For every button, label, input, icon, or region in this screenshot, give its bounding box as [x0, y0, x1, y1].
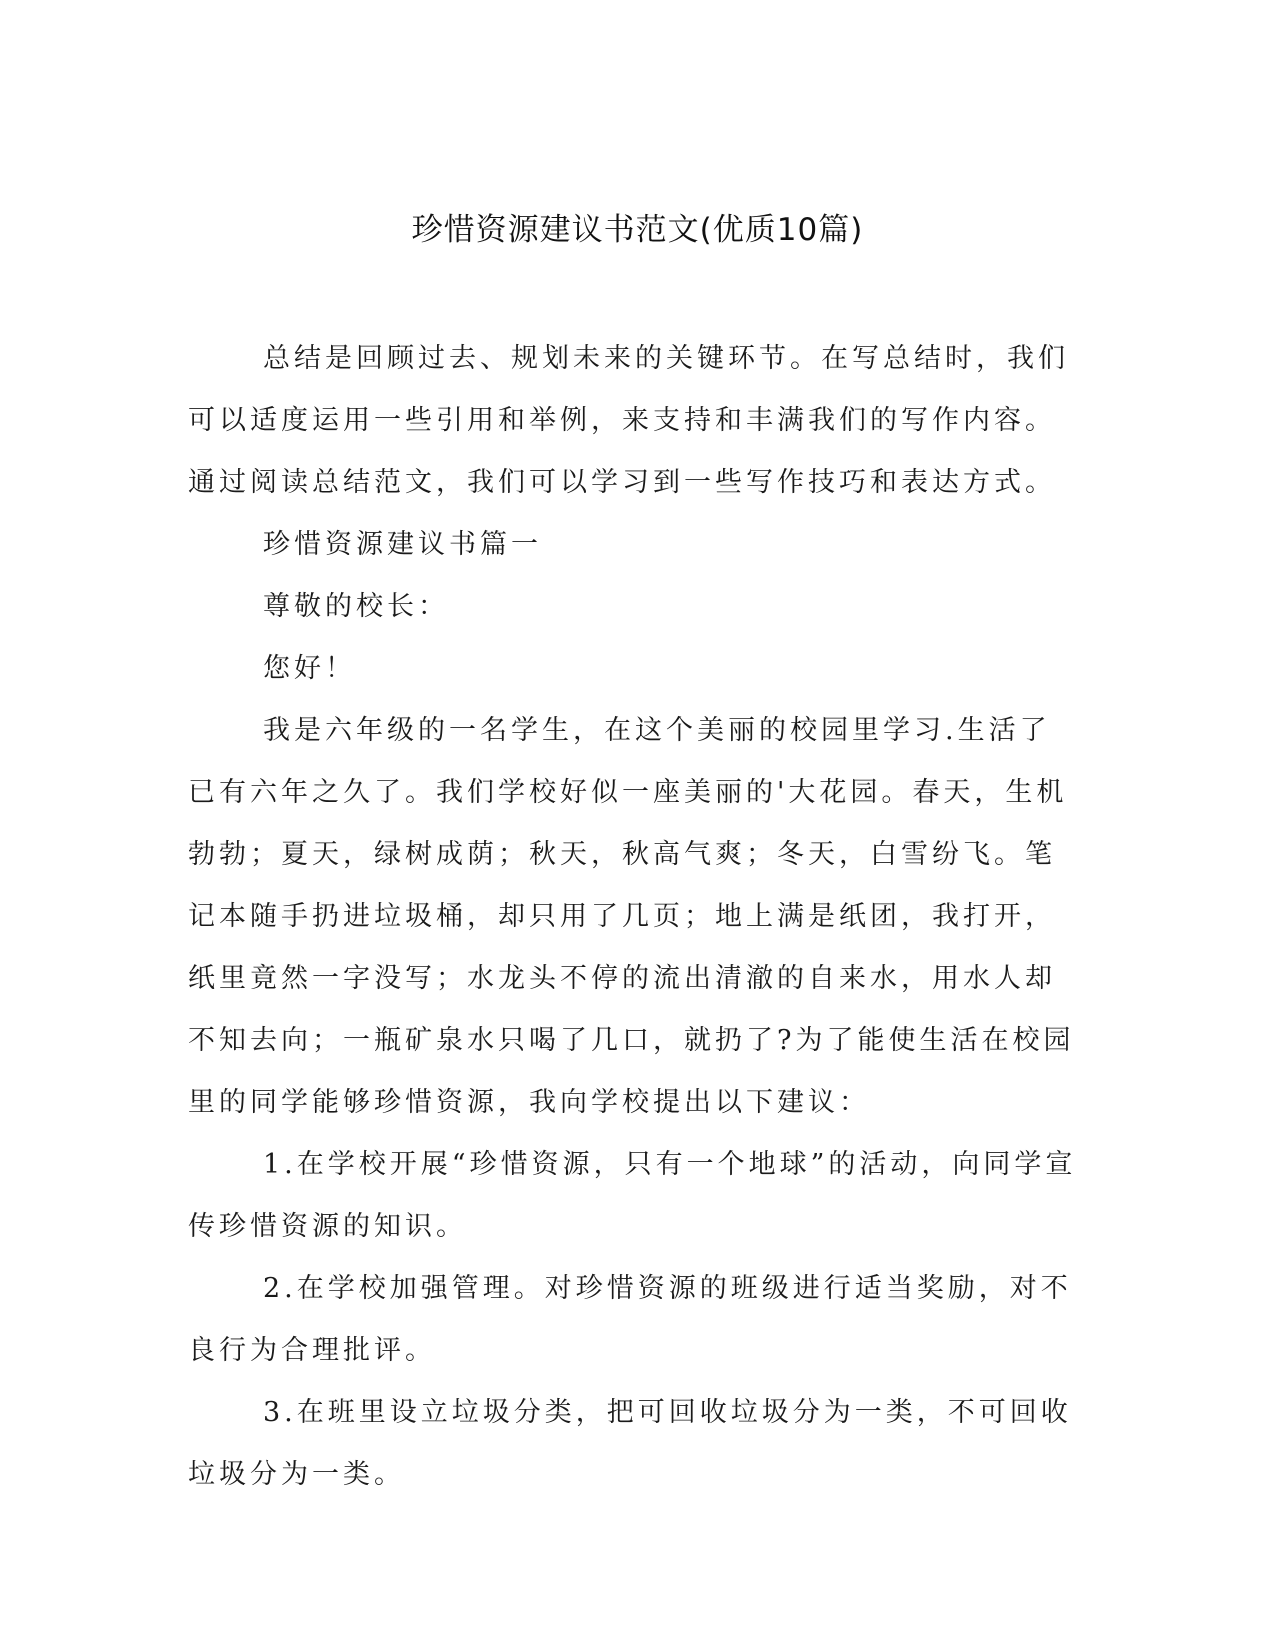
salutation: 尊敬的校长： [263, 591, 449, 622]
greeting: 您好！ [263, 653, 356, 684]
section-heading: 珍惜资源建议书篇一 [263, 529, 542, 560]
body-paragraph: 我是六年级的一名学生，在这个美丽的校园里学习.生活了已有六年之久了。我们学校好似一座美丽的'大花园。春天，生机勃勃；夏天，绿树成荫；秋天，秋高气爽；冬天，白雪纷飞。笔记本随手扔进垃圾桶，却只用了几页；地上满是纸团，我打开，纸里竟然一字没写；水龙头不停的流出清澈的自来水，用水人却不知去向；一瓶矿泉水只喝了几口，就扔了?为了能使生活在校园里的同学能够珍惜资源，我向学校提出以下建议： [188, 715, 1075, 1118]
intro-paragraph: 总结是回顾过去、规划未来的关键环节。在写总结时，我们可以适度运用一些引用和举例，来支持和丰满我们的写作内容。通过阅读总结范文，我们可以学习到一些写作技巧和表达方式。 [188, 343, 1069, 498]
suggestion-item: 1.在学校开展“珍惜资源，只有一个地球”的活动，向同学宣传珍惜资源的知识。 [188, 1149, 1077, 1242]
document-title: 珍惜资源建议书范文(优质10篇) [411, 212, 864, 248]
suggestion-item: 2.在学校加强管理。对珍惜资源的班级进行适当奖励，对不良行为合理批评。 [188, 1273, 1072, 1366]
suggestion-item: 3.在班里设立垃圾分类，把可回收垃圾分为一类，不可回收垃圾分为一类。 [188, 1397, 1072, 1490]
document-body [188, 328, 1078, 1506]
